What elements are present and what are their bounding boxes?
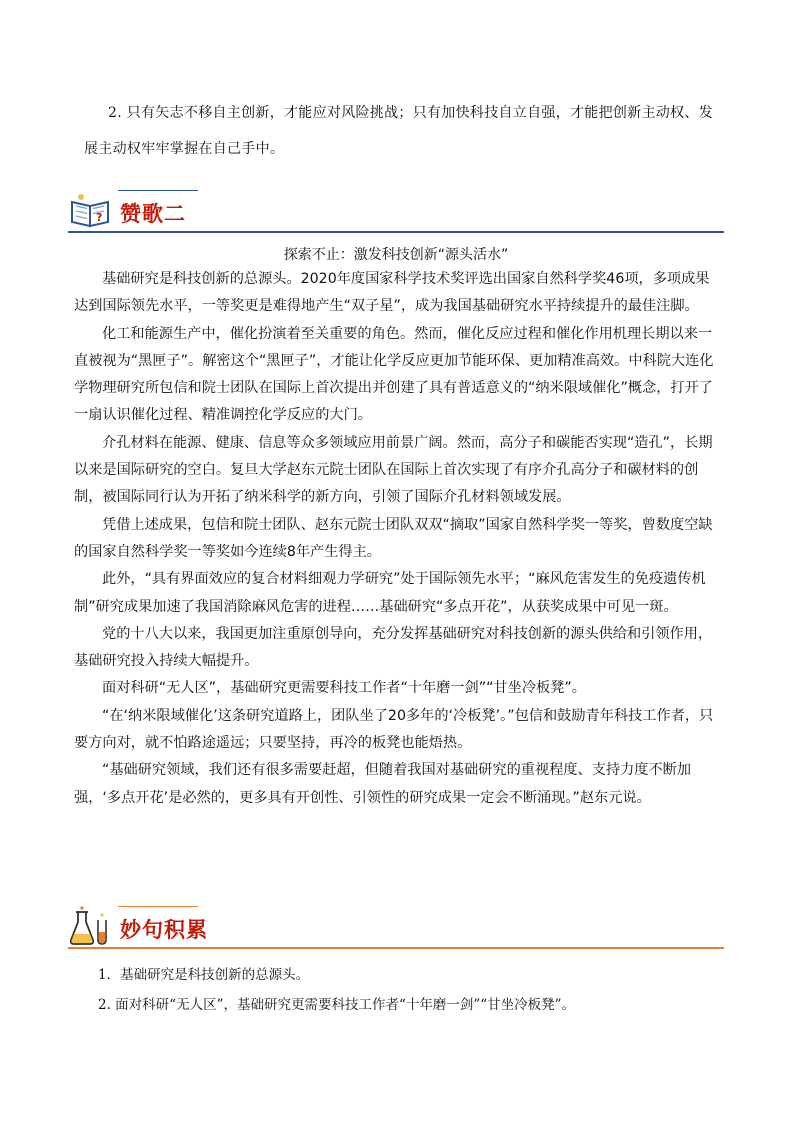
- section-header-miaoju: [68, 906, 724, 952]
- article-paragraph: 此外，“具有界面效应的复合材料细观力学研究”处于国际领先水平；“麻风危害发生的免疫遗传机制”研究成果加速了我国消除麻风危害的进程……基础研究“多点开花”，从获奖成果中可见一斑。: [74, 571, 706, 615]
- article-paragraph: “在‘纳米限域催化’这条研究道路上，团队坐了20多年的‘冷板凳’。”包信和鼓励青年科技工作者，只要方向对，就不怕路途遥远；只要坚持，再冷的板凳也能焐热。: [74, 707, 714, 752]
- section-top-rule: [118, 190, 198, 191]
- flask-icon: [68, 906, 114, 946]
- section-divider: [68, 947, 724, 949]
- intro-paragraph: 2. 只有矢志不移自主创新，才能应对风险挑战；只有加快科技自立自强，才能把创新主动权、发展主动权牢牢掌握在自己手中。: [84, 105, 714, 157]
- svg-text:?: ?: [96, 211, 103, 224]
- article-paragraph: “基础研究领域，我们还有很多需要赶超，但随着我国对基础研究的重视程度、支持力度不断加强，‘多点开花’是必然的，更多具有开创性、引领性的研究成果一定会不断涌现。”赵东元说。: [74, 762, 692, 806]
- section-title: 妙句积累: [120, 918, 208, 942]
- article-title: 探索不止：激发科技创新“源头活水”: [283, 247, 509, 263]
- open-book-icon: [68, 190, 114, 230]
- article-body: [74, 266, 722, 812]
- article-paragraph: 介孔材料在能源、健康、信息等众多领域应用前景广阔。然而，高分子和碳能否实现“造孔”，长期以来是国际研究的空白。复旦大学赵东元院士团队在国际上首次实现了有序介孔高分子和碳材料的创制，被国际同行认为开拓了纳米科学的新方向，引领了国际介孔材料领域发展。: [74, 434, 713, 506]
- article-paragraph: 凭借上述成果，包信和院士团队、赵东元院士团队双双“摘取”国家自然科学奖一等奖，曾数度空缺的国家自然科学奖一等奖如今连续8年产生得主。: [74, 516, 713, 560]
- accumulation-list: [98, 960, 738, 1020]
- section-header-zange: [68, 190, 724, 236]
- accumulation-item: 2. 面对科研“无人区”，基础研究更需要科技工作者“十年磨一剑”“甘坐冷板凳”。: [98, 997, 576, 1013]
- article-paragraph: 基础研究是科技创新的总源头。2020年度国家科学技术奖评选出国家自然科学奖46项，多项成果达到国际领先水平，一等奖更是难得地产生“双子星”，成为我国基础研究水平持续提升的最佳注脚。: [74, 271, 710, 315]
- accumulation-item: 1．基础研究是科技创新的总源头。: [98, 967, 310, 983]
- section-divider: [68, 231, 724, 233]
- section-title: 赞歌二: [120, 202, 186, 226]
- article-paragraph: 化工和能源生产中，催化扮演着至关重要的角色。然而，催化反应过程和催化作用机理长期以来一直被视为“黑匣子”。解密这个“黑匣子”，才能让化学反应更加节能环保、更加精准高效。中科院大连化学物理研究所包信和院士团队在国际上首次提出并创建了具有普适意义的“纳米限域催化”概念，打开了一扇认识催化过程、精准调控化学反应的大门。: [74, 325, 714, 424]
- article-paragraph: 面对科研“无人区”，基础研究更需要科技工作者“十年磨一剑”“甘坐冷板凳”。: [102, 680, 586, 697]
- article-paragraph: 党的十八大以来，我国更加注重原创导向，充分发挥基础研究对科技创新的源头供给和引领作用，基础研究投入持续大幅提升。: [74, 625, 713, 670]
- section-top-rule: [118, 906, 198, 907]
